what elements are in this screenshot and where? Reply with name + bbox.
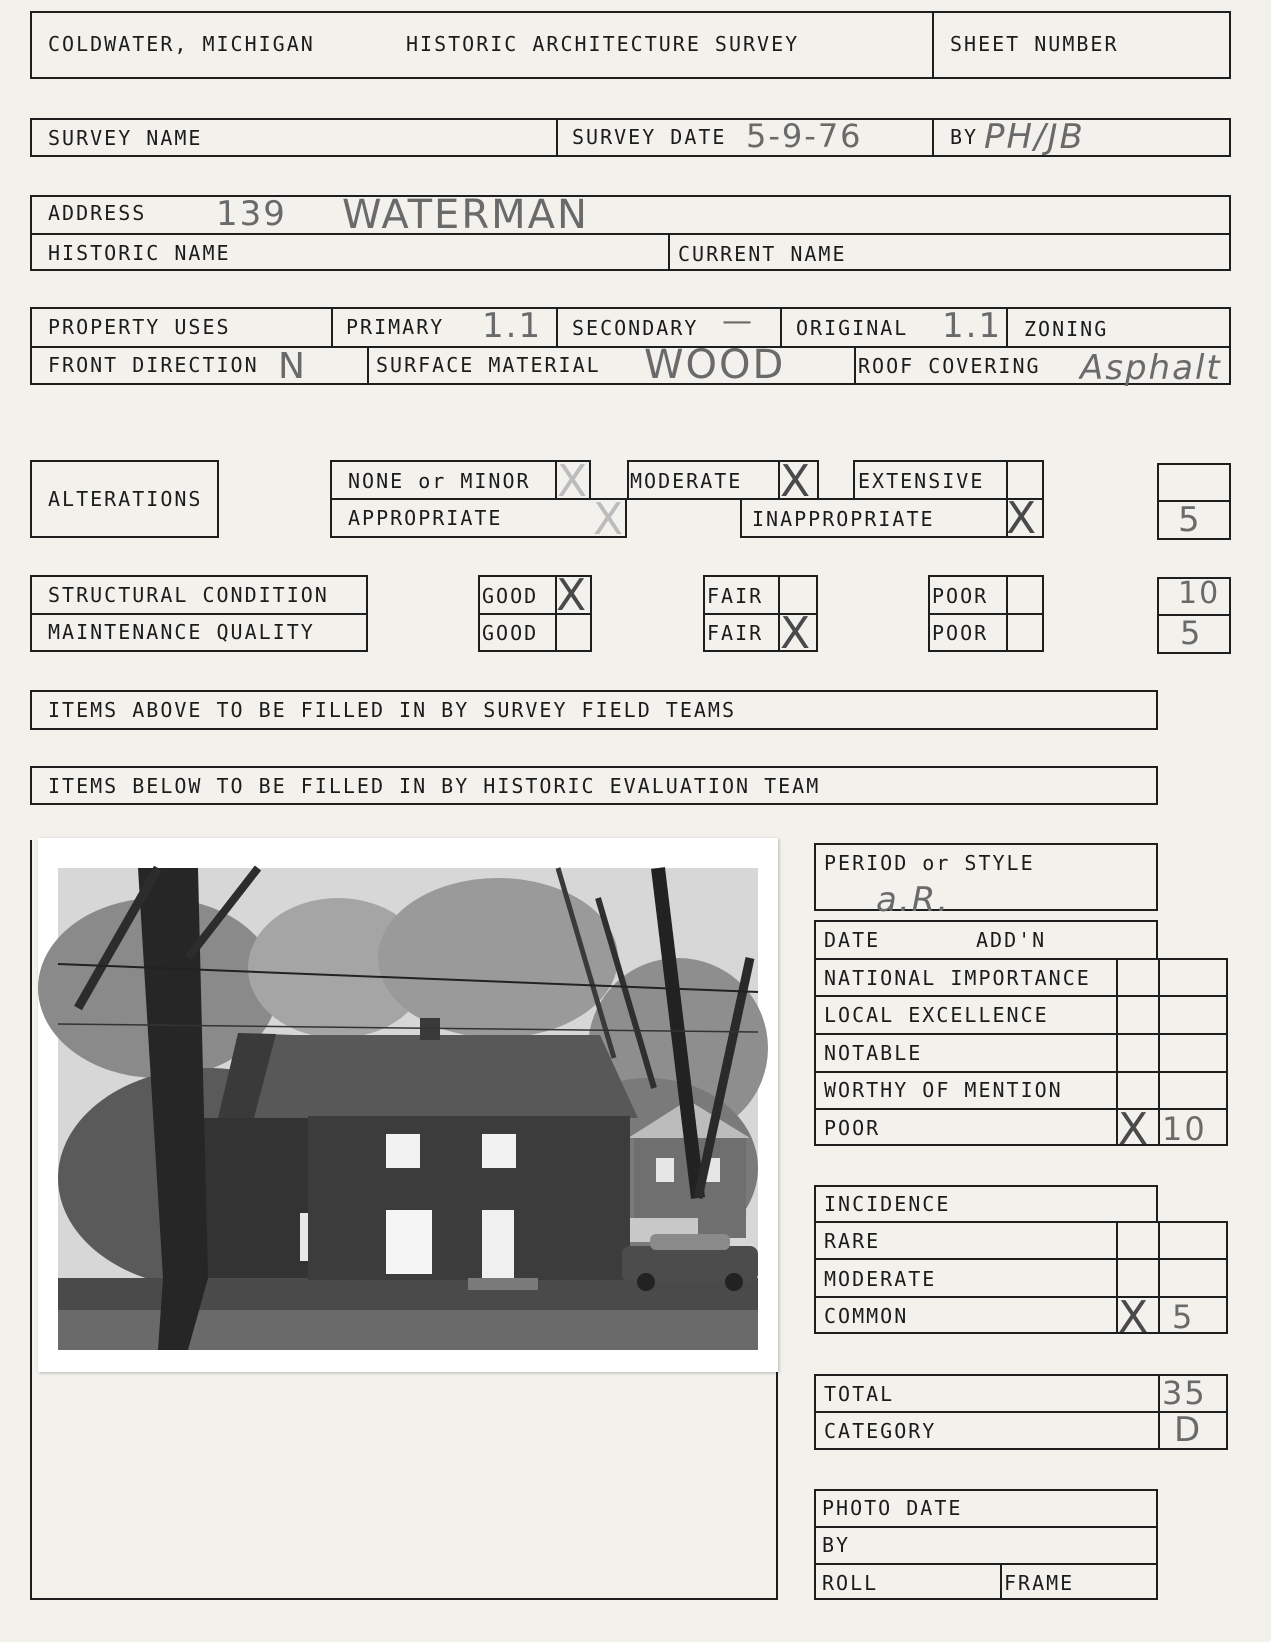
- alterations-score: 5: [1178, 500, 1202, 540]
- house-photo-image: [38, 838, 778, 1372]
- city-label: COLDWATER, MICHIGAN: [48, 32, 315, 56]
- evaluation-team-note: ITEMS BELOW TO BE FILLED IN BY HISTORIC EVALUATION TEAM: [48, 774, 821, 798]
- alterations-label: ALTERATIONS: [48, 487, 203, 511]
- maintenance-quality-label: MAINTENANCE QUALITY: [48, 620, 315, 644]
- address-street: WATERMAN: [342, 192, 589, 238]
- house-photo: [38, 838, 778, 1372]
- poor-row-divider: [928, 613, 1044, 615]
- address-col-divider: [668, 233, 670, 271]
- extensive-label: EXTENSIVE: [858, 469, 985, 493]
- frame-label: FRAME: [1004, 1571, 1075, 1595]
- zoning-label: ZONING: [1024, 317, 1109, 341]
- property-divider-6: [854, 346, 856, 385]
- evaluation-date-label: DATE: [824, 928, 881, 952]
- importance-col-2: [1158, 958, 1160, 1146]
- incidence-row-1: [814, 1258, 1228, 1260]
- address-row-divider: [30, 233, 1231, 235]
- common-label: COMMON: [824, 1304, 909, 1328]
- photo-area-bottom-edge: [30, 1598, 778, 1600]
- appropriate-check: X: [593, 494, 624, 545]
- address-label: ADDRESS: [48, 201, 147, 225]
- front-direction-value: N: [278, 346, 307, 387]
- property-uses-label: PROPERTY USES: [48, 315, 231, 339]
- appropriate-label: APPROPRIATE: [348, 506, 503, 530]
- survey-by-value: PH/JB: [984, 117, 1085, 157]
- structural-good-label: GOOD: [482, 584, 539, 608]
- photo-date-label: PHOTO DATE: [822, 1496, 963, 1520]
- survey-divider-1: [556, 118, 558, 157]
- original-label: ORIGINAL: [796, 316, 909, 340]
- original-value: 1.1: [942, 306, 1003, 346]
- worthy-of-mention-label: WORTHY OF MENTION: [824, 1078, 1063, 1102]
- importance-row-2: [814, 1033, 1228, 1035]
- structural-condition-label: STRUCTURAL CONDITION: [48, 583, 329, 607]
- maintenance-fair-label: FAIR: [707, 621, 764, 645]
- surface-material-label: SURFACE MATERIAL: [376, 353, 601, 377]
- photo-info-col: [1000, 1563, 1002, 1600]
- property-divider-3: [780, 307, 782, 346]
- maintenance-good-label: GOOD: [482, 621, 539, 645]
- photo-area-left-edge: [30, 840, 32, 1600]
- incidence-label: INCIDENCE: [824, 1192, 951, 1216]
- moderate-label: MODERATE: [630, 469, 743, 493]
- local-excellence-label: LOCAL EXCELLENCE: [824, 1003, 1049, 1027]
- roof-covering-value: Asphalt: [1080, 348, 1222, 388]
- historic-name-label: HISTORIC NAME: [48, 241, 231, 265]
- secondary-value: —: [722, 304, 754, 339]
- moderate-check: X: [780, 456, 811, 507]
- photo-info-row-1: [814, 1526, 1158, 1528]
- roll-label: ROLL: [822, 1571, 879, 1595]
- property-divider-2: [556, 307, 558, 346]
- total-category-col: [1158, 1374, 1160, 1450]
- period-value: a.R.: [876, 880, 951, 920]
- maintenance-fair-check: X: [780, 608, 811, 659]
- current-name-label: CURRENT NAME: [678, 242, 847, 266]
- category-label: CATEGORY: [824, 1419, 937, 1443]
- importance-poor-label: POOR: [824, 1116, 881, 1140]
- survey-title: HISTORIC ARCHITECTURE SURVEY: [406, 32, 800, 56]
- importance-poor-check: X: [1118, 1104, 1149, 1155]
- condition-row-divider: [30, 613, 368, 615]
- field-teams-note: ITEMS ABOVE TO BE FILLED IN BY SURVEY FIELD TEAMS: [48, 698, 737, 722]
- address-number: 139: [216, 194, 287, 234]
- inappropriate-label: INAPPROPRIATE: [752, 507, 935, 531]
- notable-label: NOTABLE: [824, 1041, 923, 1065]
- primary-label: PRIMARY: [346, 315, 445, 339]
- incidence-col-2: [1158, 1221, 1160, 1334]
- importance-poor-score: 10: [1162, 1110, 1207, 1148]
- incidence-moderate-label: MODERATE: [824, 1267, 937, 1291]
- period-label: PERIOD or STYLE: [824, 851, 1035, 875]
- header-divider: [932, 11, 934, 79]
- maintenance-score: 5: [1180, 614, 1203, 652]
- sheet-number-label: SHEET NUMBER: [950, 32, 1119, 56]
- property-divider-5: [367, 346, 369, 385]
- photo-by-label: BY: [822, 1533, 851, 1557]
- importance-row-3: [814, 1071, 1228, 1073]
- none-minor-check: X: [557, 456, 588, 507]
- structural-fair-label: FAIR: [707, 584, 764, 608]
- property-row-divider: [30, 346, 1231, 348]
- national-importance-label: NATIONAL IMPORTANCE: [824, 966, 1091, 990]
- survey-date-value: 5-9-76: [746, 117, 863, 155]
- category-value: D: [1174, 1410, 1203, 1450]
- secondary-label: SECONDARY: [572, 316, 699, 340]
- rare-label: RARE: [824, 1229, 881, 1253]
- structural-score: 10: [1178, 576, 1221, 611]
- common-check: X: [1118, 1292, 1149, 1343]
- evaluation-addn-label: ADD'N: [976, 928, 1047, 952]
- primary-value: 1.1: [482, 306, 543, 346]
- total-value: 35: [1162, 1374, 1207, 1412]
- structural-poor-label: POOR: [932, 584, 989, 608]
- survey-date-label: SURVEY DATE: [572, 125, 727, 149]
- survey-divider-2: [932, 118, 934, 157]
- photo-info-row-2: [814, 1563, 1158, 1565]
- structural-good-check: X: [556, 570, 587, 621]
- front-direction-label: FRONT DIRECTION: [48, 353, 259, 377]
- survey-by-label: BY: [950, 125, 979, 149]
- surface-material-value: WOOD: [644, 342, 786, 388]
- common-score: 5: [1172, 1298, 1195, 1336]
- none-minor-label: NONE or MINOR: [348, 469, 531, 493]
- survey-name-label: SURVEY NAME: [48, 126, 203, 150]
- inappropriate-check: X: [1006, 493, 1037, 544]
- importance-row-1: [814, 995, 1228, 997]
- poor-check-divider: [1006, 575, 1008, 652]
- incidence-row-2: [814, 1296, 1228, 1298]
- property-divider-1: [331, 307, 333, 346]
- property-divider-4: [1006, 307, 1008, 346]
- roof-covering-label: ROOF COVERING: [858, 354, 1041, 378]
- total-label: TOTAL: [824, 1382, 895, 1406]
- maintenance-poor-label: POOR: [932, 621, 989, 645]
